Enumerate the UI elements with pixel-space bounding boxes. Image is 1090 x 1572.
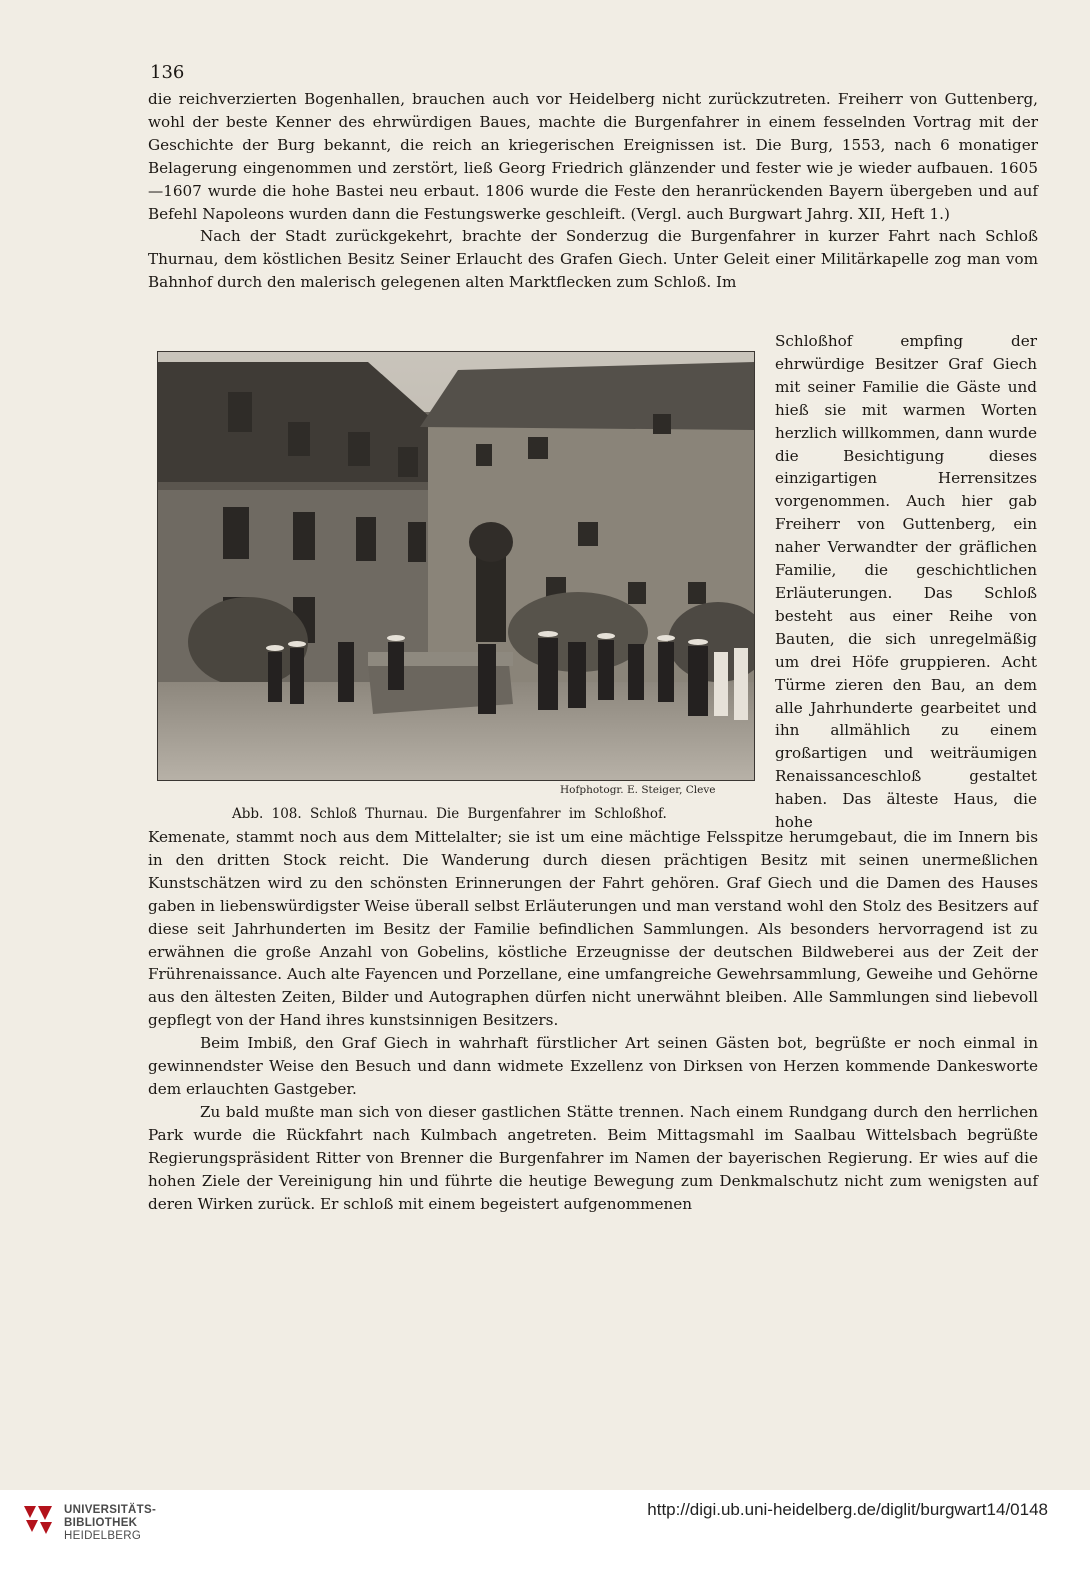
footer-bar (0, 1490, 1090, 1572)
source-url-link[interactable]: http://digi.ub.uni-heidelberg.de/diglit/burgwart14/0148 (647, 1500, 1048, 1519)
photo-illustration (158, 352, 754, 780)
paragraph-3: Kemenate, stammt noch aus dem Mittelalter; sie ist um eine mächtige Felsspitze herumgebaut, die im Innern bis in den dritten Stock reicht. Die Wanderung durch diesen prächtigen Besitz mit seinen unermeßlichen Kunstschätzen wird zu den schönsten Erinnerungen der Fahrt gehören. Graf Giech und die Damen des Hauses gaben in liebenswürdigster Weise überall selbst Erläuterungen und man verstand wohl den Stolz des Besitzers auf diese seit Jahrhunderten im Besitz der Familie befindlichen Sammlungen. Als besonders hervorragend ist zu erwähnen die große Anzahl von Gobelins, köstliche Erzeugnisse der deutschen Bildweberei aus der Zeit der Frührenaissance. Auch alte Fayencen und Porzellane, eine umfangreiche Gewehrsammlung, Geweihe und Gehörne aus den ältesten Zeiten, Bilder und Autographen dürfen nicht unerwähnt bleiben. Alle Sammlungen sind liebevoll gepflegt von der Hand ihres kunstsinnigen Besitzers. (148, 828, 1038, 1030)
library-name-line2: BIBLIOTHEK (64, 1517, 138, 1529)
library-name-line3: HEIDELBERG (64, 1530, 142, 1542)
figure-caption: Abb. 108. Schloß Thurnau. Die Burgenfahrer im Schloßhof. (232, 806, 667, 822)
text-block-top (148, 88, 1038, 294)
photo-schloss-thurnau (158, 352, 754, 780)
photo-credit: Hofphotogr. E. Steiger, Cleve (560, 784, 716, 796)
library-name (64, 1504, 156, 1543)
side-paragraph: Schloßhof empfing der ehrwürdige Besitzer Graf Giech mit seiner Familie die Gäste und hieß sie mit warmen Worten herzlich willkommen, dann wurde die Besichtigung dieses einzigartigen Herrensitzes vorgenommen. Auch hier gab Freiherr von Guttenberg, ein naher Verwandter der gräflichen Familie, die geschichtlichen Erläuterungen. Das Schloß besteht aus einer Reihe von Bauten, die sich unregelmäßig um drei Höfe gruppieren. Acht Türme zieren den Bau, an dem alle Jahrhunderte gearbeitet und ihn allmählich zu einem großartigen und weiträumigen Renaissanceschloß gestaltet haben. Das älteste Haus, die hohe (775, 332, 1037, 832)
university-logo-icon (22, 1502, 56, 1536)
page-number: 136 (150, 62, 185, 83)
paragraph-2: Nach der Stadt zurückgekehrt, brachte der Sonderzug die Burgenfahrer in kurzer Fahrt nach Schloß Thurnau, dem köstlichen Besitz Seiner Erlaucht des Grafen Giech. Unter Geleit einer Militärkapelle zog man vom Bahnhof durch den malerisch gelegenen alten Marktflecken zum Schloß. Im (148, 227, 1038, 292)
text-block-bottom (148, 826, 1038, 1215)
text-block-side (775, 330, 1037, 834)
paragraph-4: Beim Imbiß, den Graf Giech in wahrhaft fürstlicher Art seinen Gästen bot, begrüßte er noch einmal in gewinnendster Weise den Besuch und dann widmete Exzellenz von Dirksen von Herzen kommende Dankesworte dem erlauchten Gastgeber. (148, 1034, 1038, 1098)
library-name-line1: UNIVERSITÄTS- (64, 1504, 157, 1516)
paragraph-5: Zu bald mußte man sich von dieser gastlichen Stätte trennen. Nach einem Rundgang durch den herrlichen Park wurde die Rückfahrt nach Kulmbach angetreten. Beim Mittagsmahl im Saalbau Wittelsbach begrüßte Regierungspräsident Ritter von Brenner die Burgenfahrer im Namen der bayerischen Regierung. Er wies auf die hohen Ziele der Vereinigung hin und führte die heutige Bewegung zum Denkmalschutz nicht zum wenigsten auf deren Wirken zurück. Er schloß mit einem begeistert aufgenommenen (148, 1102, 1038, 1213)
paragraph-1: die reichverzierten Bogenhallen, brauchen auch vor Heidelberg nicht zurückzutreten. Freiherr von Guttenberg, wohl der beste Kenner des ehrwürdigen Baues, machte die Burgenfahrer in einem fesselnden Vortrag mit der Geschichte der Burg bekannt, die reich an kriegerischen Ereignissen ist. Die Burg, 1553, nach 6 monatiger Belagerung eingenommen und zerstört, ließ Georg Friedrich glänzender und fester wie je wieder aufbauen. 1605—1607 wurde die hohe Bastei neu erbaut. 1806 wurde die Feste den heranrückenden Bayern übergeben und auf Befehl Napoleons wurden dann die Festungswerke geschleift. (Vergl. auch Burgwart Jahrg. XII, Heft 1.) (148, 90, 1038, 223)
